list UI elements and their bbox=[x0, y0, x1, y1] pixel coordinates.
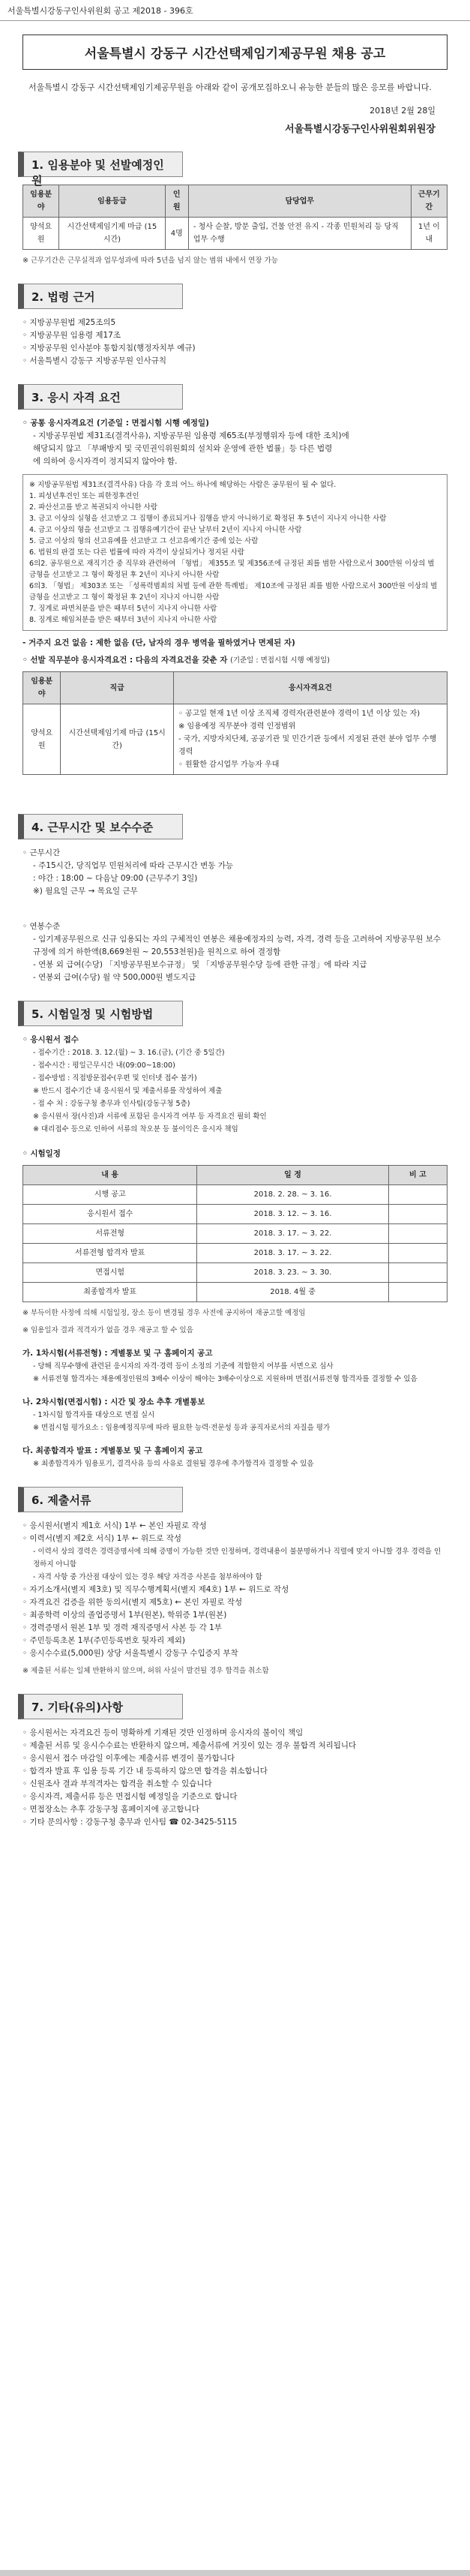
exam-step-text: ※ 서류전형 합격자는 채용예정인원의 3배수 이상이 해야는 3배수이상으로 지원하며 면접(서류전형 합격자를 결정할 수 있음 bbox=[33, 1375, 418, 1383]
document-item: ◦ 최종학력 이상의 졸업증명서 1부(원본), 학위증 1부(원본) bbox=[22, 1611, 227, 1620]
section-7-body bbox=[22, 1727, 448, 1829]
law-item: ◦ 서울특별시 강동구 지방공무원 인사규칙 bbox=[22, 356, 166, 365]
exam-step-heading: 가. 1차시험(서류전형) : 게별통보 및 구 홈페이지 공고 bbox=[22, 1349, 213, 1358]
disq-item: 6의3. 「형법」 제303조 또는 「성폭력범죄의 처벌 등에 관한 특례법」 제10조에 규정된 죄를 범한 사람으로서 300만원 이상의 벌금형을 선고받고 그 형이 확정된 후 2년이 지나지 아니한 사람 bbox=[29, 582, 438, 602]
section-6-body bbox=[22, 1520, 448, 1677]
table-cell bbox=[173, 704, 447, 775]
application-heading: ◦ 응시원서 접수 bbox=[22, 1035, 79, 1044]
table-cell: 시간선택제임기제 마급 (15시간) bbox=[59, 218, 165, 250]
position-requirements-tag: (기준일 : 면접시험 시행 예정일) bbox=[230, 656, 330, 665]
salary-line: - 연봉 외 급여(수당) 「지방공무원보수규정」 및 「지방공무원수당 등에 관한 규정」에 따라 지급 bbox=[33, 960, 367, 969]
table-cell: 서류전형 bbox=[23, 1224, 197, 1244]
announcement-date: 2018년 2월 28일 bbox=[370, 106, 436, 116]
disq-item: 1. 피성년후견인 또는 피한정후견인 bbox=[29, 492, 139, 500]
position-table bbox=[22, 185, 448, 250]
table-cell: 시행 공고 bbox=[23, 1185, 197, 1205]
disq-item: 3. 금고 이상의 실형을 선고받고 그 집행이 종료되거나 집행을 받지 아니하기로 확정된 후 5년이 지나지 아니한 사람 bbox=[29, 515, 387, 523]
section-header-2: 2. 법령 근거 bbox=[18, 284, 183, 309]
section-header-7: 7. 기타(유의)사항 bbox=[18, 1694, 183, 1719]
page-title: 서울특별시 강동구 시간선택제임기제공무원 채용 공고 bbox=[22, 35, 448, 70]
application-line: - 접수방법 : 직접방문접수(우편 및 인터넷 접수 불가) bbox=[33, 1074, 197, 1082]
table-header: 비 고 bbox=[388, 1166, 447, 1185]
table-note: ※ 근무기간은 근무실적과 업무성과에 따라 5년을 넘지 않는 범위 내에서 연장 가능 bbox=[22, 257, 278, 265]
notice-item: ◦ 응시원서는 자격요건 등이 명확하게 기재된 것만 인정하며 응시자의 불이익 책임 bbox=[22, 1728, 304, 1737]
work-hours-line: ※) 월요일 근무 → 목요일 근무 bbox=[33, 887, 138, 896]
disq-item: 7. 징계로 파면처분을 받은 때부터 5년이 지나지 아니한 사람 bbox=[29, 605, 217, 613]
exam-step-text: - 1차시험 합격자를 대상으로 면접 실시 bbox=[33, 1411, 155, 1419]
table-header: 일 정 bbox=[197, 1166, 388, 1185]
work-hours-line: : 야간 : 18:00 ~ 다음날 09:00 (근무주기 3일) bbox=[33, 874, 198, 883]
disq-item: 5. 금고 이상의 형의 선고유예를 선고받고 그 선고유예기간 중에 있는 사람 bbox=[29, 537, 259, 545]
table-header: 응시자격요건 bbox=[173, 672, 447, 704]
law-item: ◦ 지방공무원 임용령 제17조 bbox=[22, 331, 121, 340]
salary-line: - 임기제공무원으로 신규 임용되는 자의 구체적인 연봉은 채용예정자의 능력, 자격, 경력 등을 고려하여 지방공무원 보수규정에 의거 하한액(8,669천원 ~ 20,553천원)을 원칙으로 하여 결정함 bbox=[33, 935, 442, 956]
organization-name: 서울특별시강동구인사위원회위원장 bbox=[285, 124, 436, 135]
table-cell: 양석요원 bbox=[23, 218, 59, 250]
exam-step-text: ※ 면접시험 평가요소 : 임용예정직무에 따라 필요한 능력·전문성 등과 공직자로서의 자질을 평가 bbox=[33, 1424, 331, 1432]
notice-item: ◦ 응시원서 접수 마감일 이후에는 제출서류 변경이 불가합니다 bbox=[22, 1754, 235, 1763]
table-cell: 시간선택제임기제 마급 (15시간) bbox=[61, 704, 174, 775]
table-cell: 2018. 3. 12. ~ 3. 16. bbox=[197, 1205, 388, 1224]
salary-line: - 연봉외 급여(수당) 월 약 500,000원 별도지급 bbox=[33, 973, 196, 982]
disq-item: 2. 파산선고를 받고 복권되지 아니한 사람 bbox=[29, 503, 157, 512]
disqualification-box bbox=[22, 474, 448, 631]
document-item: ◦ 이력서(별지 제2호 서식) 1부 ← 위드로 작성 bbox=[22, 1534, 182, 1543]
document-item: ◦ 자격요건 검증을 위한 동의서(별지 제5호) ← 본인 자필로 작성 bbox=[22, 1598, 243, 1607]
position-requirements bbox=[22, 654, 448, 667]
document-item: ◦ 응시원서(별지 제1호 서식) 1부 ← 본인 자필로 작성 bbox=[22, 1521, 207, 1530]
table-cell: 최종합격자 발표 bbox=[23, 1283, 197, 1302]
work-hours-line: - 주15시간, 당직업무 민원처리에 따라 근무시간 변동 가능 bbox=[33, 861, 233, 870]
schedule-heading: ◦ 시험일정 bbox=[22, 1149, 61, 1158]
application-line: ※ 대리접수 등으로 인하여 서류의 착오분 등 불이익은 응시자 책임 bbox=[33, 1125, 238, 1133]
section-2-body bbox=[22, 317, 448, 368]
disq-item: 6. 법원의 판결 또는 다른 법률에 따라 자격이 상실되거나 정지된 사람 bbox=[29, 548, 245, 557]
disq-item: 4. 금고 이상의 형을 선고받고 그 집행유예기간이 끝난 날부터 2년이 지나지 아니한 사람 bbox=[29, 526, 302, 534]
table-cell: 2018. 3. 17. ~ 3. 22. bbox=[197, 1224, 388, 1244]
requirement-line: ◦ 공고일 현재 1년 이상 조직체 경력자(관련분야 경력이 1년 이상 있는 자) bbox=[178, 710, 421, 718]
notice-item: ◦ 면접장소는 추후 강동구청 홈페이지에 공고합니다 bbox=[22, 1805, 199, 1814]
table-cell: 2018. 3. 17. ~ 3. 22. bbox=[197, 1244, 388, 1263]
exam-step-heading: 나. 2차시험(면접시험) : 시간 및 장소 추후 개별통보 bbox=[22, 1398, 205, 1407]
section-3-body bbox=[22, 417, 448, 775]
requirement-line: ◦ 원활한 감시업무 가능자 우대 bbox=[178, 761, 280, 769]
notice-item: ◦ 신원조사 결과 부적격자는 합격을 취소할 수 있습니다 bbox=[22, 1779, 212, 1788]
requirement-text: - 지방공무원법 제31조(결격사유), 지방공무원 임용령 제65조(부정행위자 등에 대한 조치)에 bbox=[33, 431, 349, 440]
table-header: 담당업무 bbox=[188, 185, 411, 218]
application-line: ※ 응시원서 장(사진)과 서류에 포함된 응시자격 여부 등 자격요건 필히 확인 bbox=[33, 1112, 267, 1121]
section-4-body bbox=[22, 847, 448, 984]
disq-item: 6의2. 공무원으로 재직기간 중 직무와 관련하여 「형법」 제355조 및 제356조에 규정된 죄를 범한 사람으로서 300만원 이상의 벌금형을 선고받고 그 형이 확정된 후 2년이 지나지 아니한 사람 bbox=[29, 560, 435, 579]
table-cell: 2018. 4월 중 bbox=[197, 1283, 388, 1302]
intro-text: 서울특별시 강동구 시간선택제임기제공무원을 아래와 같이 공개모집하오니 유능한 분들의 많은 응모를 바랍니다. bbox=[28, 83, 432, 92]
exam-step-text: ※ 최종합격자가 임용포기, 결격사유 등의 사유로 결원될 경우에 추가합격자 결정할 수 있음 bbox=[33, 1460, 314, 1468]
schedule-note: ※ 부득이한 사정에 의해 시험일정, 장소 등이 변경될 경우 사전에 공지하여 재공고할 예정임 bbox=[22, 1309, 306, 1317]
table-header: 임용등급 bbox=[59, 185, 165, 218]
position-requirements-label: ◦ 선발 직무분야 응시자격요건 : 다음의 자격요건을 갖춘 자 bbox=[22, 656, 228, 665]
requirement-text: 해당되지 않고 「부패방지 및 국민권익위원회의 설치와 운영에 관한 법률」등 다른 법령 bbox=[33, 444, 333, 453]
application-line: - 접수시간 : 평일근무시간 내(09:00~18:00) bbox=[33, 1061, 175, 1070]
document-item: - 자격 사항 중 가산점 대상이 있는 경우 해당 자격증 사본을 첨부하여야 함 bbox=[33, 1573, 262, 1581]
law-item: ◦ 지방공무원 인사분야 통합지침(행정자치부 예규) bbox=[22, 344, 196, 353]
table-cell: 1년 이내 bbox=[411, 218, 447, 250]
schedule-note: ※ 임용일자 결과 적격자가 없을 경우 재공고 할 수 있음 bbox=[22, 1326, 193, 1335]
section-5-body bbox=[22, 1034, 448, 1470]
law-item: ◦ 지방공무원법 제25조의5 bbox=[22, 318, 116, 327]
table-header: 인원 bbox=[165, 185, 188, 218]
section-header-5: 5. 시험일정 및 시험방법 bbox=[18, 1001, 183, 1026]
document-item: ◦ 경력증명서 원본 1부 및 경력 재직증명서 사본 등 각 1부 bbox=[22, 1623, 222, 1632]
requirement-text: 에 의하여 응시자격이 정지되지 않아야 함. bbox=[33, 457, 178, 466]
notice-item: ◦ 제출된 서류 및 응시수수료는 반환하지 않으며, 제출서류에 거짓이 있는 경우 불합격 처리됩니다 bbox=[22, 1741, 357, 1750]
document-item: ◦ 자기소개서(별지 제3호) 및 직무수행계획서(별지 제4호) 1부 ← 위드로 작성 bbox=[22, 1585, 289, 1594]
section-1-body bbox=[22, 185, 448, 267]
work-hours-heading: ◦ 근무시간 bbox=[22, 848, 61, 857]
requirement-line: ※ 임용예정 직무분야 경력 인정범위 bbox=[178, 722, 296, 731]
salary-heading: ◦ 연봉수준 bbox=[22, 922, 61, 931]
section-header-4: 4. 근무시간 및 보수수준 bbox=[18, 814, 183, 839]
table-cell: 면접시험 bbox=[23, 1263, 197, 1283]
document-item: ◦ 주민등록초본 1부(주민등록번호 뒷자리 제외) bbox=[22, 1636, 185, 1645]
requirements-table bbox=[22, 671, 448, 775]
table-header: 임용분야 bbox=[23, 672, 61, 704]
section-header-6: 6. 제출서류 bbox=[18, 1487, 183, 1512]
document-item: ◦ 응시수수료(5,000원) 상당 서울특별시 강동구 수입증지 부착 bbox=[22, 1649, 238, 1658]
table-cell: 양석요원 bbox=[23, 704, 61, 775]
document-note: ※ 제출된 서류는 일체 반환하지 않으며, 허위 사실이 발견될 경우 합격을 취소함 bbox=[22, 1667, 269, 1675]
application-line: - 접 수 처 : 강동구청 총무과 인사팀(강동구청 5층) bbox=[33, 1100, 190, 1108]
table-cell: 2018. 2. 28. ~ 3. 16. bbox=[197, 1185, 388, 1205]
section-header-3: 3. 응시 자격 요건 bbox=[18, 384, 183, 410]
exam-step-text: - 당해 직무수행에 관련된 응시자의 자격·경력 등이 소정의 기준에 적합한지 여부를 서면으로 심사 bbox=[33, 1362, 334, 1371]
disq-item: ※ 지방공무원법 제31조(결격사유) 다음 각 호의 어느 하나에 해당하는 사람은 공무원이 될 수 없다. bbox=[29, 481, 337, 489]
common-requirements: ◦ 공통 응시자격요건 (기준일 : 면접시험 시행 예정일) bbox=[22, 419, 209, 428]
table-cell: - 청사 순찰, 방문 출입, 건물 안전 유지 - 각종 민원처리 등 당직 업무 수행 bbox=[188, 218, 411, 250]
table-cell: 서류전형 합격자 발표 bbox=[23, 1244, 197, 1263]
footer-bar bbox=[0, 2570, 470, 2576]
document-item: - 이력서 상의 경력은 경력증명서에 의해 증명이 가능한 것만 인정하며, 경력내용이 불분명하거나 직렬에 맞지 아니할 경우 경력을 인정하지 아니함 bbox=[33, 1548, 442, 1569]
notice-item: ◦ 응시자격, 제출서류 등은 면접시험 예정일을 기준으로 합니다 bbox=[22, 1792, 238, 1801]
table-cell: 2018. 3. 23. ~ 3. 30. bbox=[197, 1263, 388, 1283]
table-cell: 응시원서 접수 bbox=[23, 1205, 197, 1224]
table-header: 내 용 bbox=[23, 1166, 197, 1185]
notice-item: ◦ 기타 문의사항 : 강동구청 총무과 인사팀 ☎ 02-3425-5115 bbox=[22, 1818, 238, 1827]
table-header: 근무기간 bbox=[411, 185, 447, 218]
section-header-1: 1. 임용분야 및 선발예정인원 bbox=[18, 152, 183, 177]
exam-step-heading: 다. 최종합격자 발표 : 게별통보 및 구 홈페이지 공고 bbox=[22, 1446, 203, 1455]
notice-item: ◦ 합격자 발표 후 임용 등록 기간 내 등록하지 않으면 합격을 취소합니다 bbox=[22, 1767, 268, 1776]
table-header: 직급 bbox=[61, 672, 174, 704]
requirement-line: - 국가, 지방자치단체, 공공기관 및 민간기관 등에서 지정된 관련 분야 업무 수행 경력 bbox=[178, 735, 437, 756]
application-line: - 접수기간 : 2018. 3. 12.(월) ~ 3. 16.(금), (기간 중 5일간) bbox=[33, 1049, 225, 1057]
schedule-table bbox=[22, 1165, 448, 1302]
application-line: ※ 반드시 접수기간 내 응시원서 및 제출서류를 작성하여 제출 bbox=[33, 1087, 223, 1095]
header-bar: 서울특별시강동구인사위원회 공고 제2018 - 396호 bbox=[0, 0, 470, 21]
residence-requirement: - 거주지 요건 없음 : 제한 없음 (단, 남자의 경우 병역을 필하였거나 면제된 자) bbox=[22, 638, 295, 647]
disq-item: 8. 징계로 해임처분을 받은 때부터 3년이 지나지 아니한 사람 bbox=[29, 616, 217, 624]
table-header: 임용분야 bbox=[23, 185, 59, 218]
table-cell: 4명 bbox=[165, 218, 188, 250]
